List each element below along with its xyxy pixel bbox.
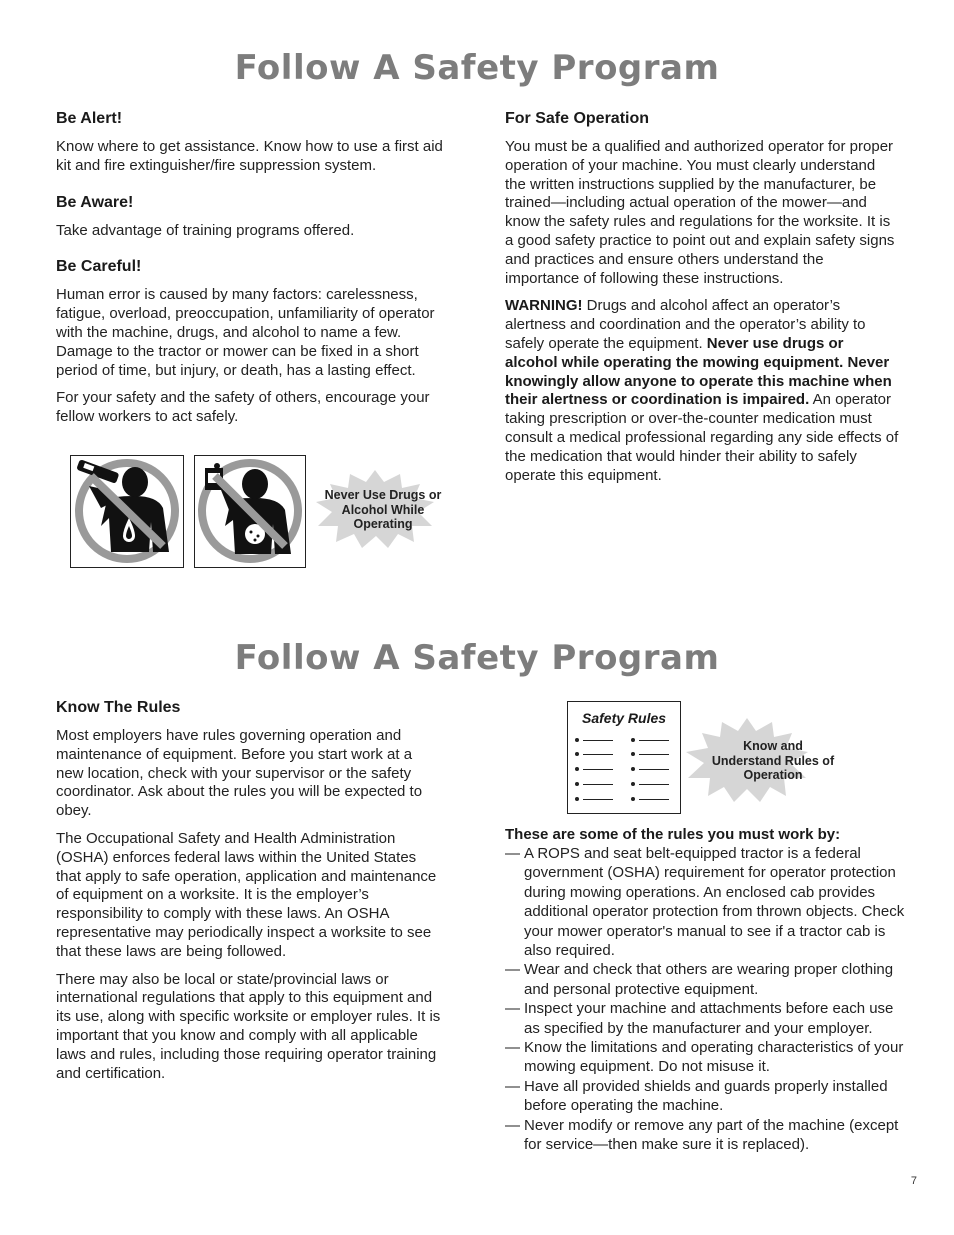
rule-line [583,799,613,800]
rule-line [639,799,669,800]
be-careful-text-1: Human error is caused by many factors: carelessness, fatigue, overload, preoccupation, unfamiliarity of operator with the machine, drugs, and alcohol to name a few. Damage to the tractor or mower can be fixed in a short period of time, but injury, or death, has a lasting effect. [56,286,435,379]
safety-rules-card [567,701,681,814]
be-careful-text-2: For your safety and the safety of others, encourage your fellow workers to act safely. [56,389,430,426]
rule-item: — Wear and check that others are wearing proper clothing and personal protective equipment. [505,960,905,999]
rule-item: — Inspect your machine and attachments before each use as specified by the manufacturer and your employer. [505,999,905,1038]
rule-bullet [631,738,635,742]
rule-bullet [631,767,635,771]
rule-bullet [631,752,635,756]
know-rules-burst [684,718,835,804]
warning-text-1: Drugs and alcohol affect an operator’s alertness and coordination and the operator’s ability to safely operate the equipment. [505,297,866,352]
rule-item: — Never modify or remove any part of the machine (except for service—then make sure it is replaced). [505,1116,905,1155]
rules-intro: These are some of the rules you must work by: [505,826,841,843]
no-alcohol-icon [70,455,184,568]
rule-bullet [575,797,579,801]
left-column-1 [56,110,456,427]
no-drugs-icon [194,455,306,568]
be-alert-heading: Be Alert! [56,110,123,127]
rule-item: — Know the limitations and operating characteristics of your mowing equipment. Do not misuse it. [505,1038,905,1077]
section1-title: Follow A Safety Program [234,48,720,88]
rule-line [639,769,669,770]
safe-operation-text: You must be a qualified and authorized operator for proper operation of your machine. You must clearly understand the written instructions supplied by the manufacturer, be trained—including actual operation of the mower—and know the safety rules and regulations for the worksite. It is a good safety practice to point out and explain safety signs and practices and ensure others understand the importance of following these instructions. [505,138,895,287]
be-aware-text: Take advantage of training programs offered. [56,221,355,239]
never-use-drugs-burst [314,470,442,550]
right-column-1 [505,110,900,485]
rule-item: — Have all provided shields and guards properly installed before operating the machine. [505,1077,905,1116]
rule-bullet [575,782,579,786]
rules-section [505,826,905,1155]
rule-line [583,784,613,785]
warning-paragraph [505,297,900,485]
left-column-2 [56,699,441,1083]
know-rules-p1: Most employers have rules governing operation and maintenance of equipment. Before you start work at a new location, check with your supervisor or the safety coordinator. Ask about the rules you will be expected to obey. [56,727,423,820]
know-rules-p3: There may also be local or state/provincial laws or international regulations that apply to this equipment and its use, along with specific worksite or employer rules. It is important that you know and comply with all applicable laws and rules, including those requiring operator training and certification. [56,970,441,1082]
warning-text-2: An operator taking prescription or over-the-counter medication must consult a medical professional regarding any side effects of the medication that would hinder their ability to safely operate this equipment. [505,391,899,484]
rule-line [639,740,669,741]
rule-bullet [631,782,635,786]
rule-bullet [575,767,579,771]
rule-bullet [575,738,579,742]
be-alert-text: Know where to get assistance. Know how to use a first aid kit and fire extinguisher/fire suppression system. [56,138,443,174]
be-aware-heading: Be Aware! [56,193,134,211]
safe-operation-heading: For Safe Operation [505,110,650,127]
rules-list [505,844,905,1155]
burst-label-1: Never Use Drugs or Alcohol While Operating [324,488,442,532]
be-careful-heading: Be Careful! [56,258,142,276]
warning-bold: Never use drugs or alcohol while operating the mowing equipment. Never knowingly allow anyone to operate this machine when their alertness or coordination is impaired. [505,334,892,409]
rule-line [583,740,613,741]
section2-title: Follow A Safety Program [234,638,720,678]
rule-bullet [575,752,579,756]
know-rules-heading: Know The Rules [56,699,181,716]
rule-bullet [631,797,635,801]
page-number: 7 [910,1175,917,1187]
rule-line [583,754,613,755]
rule-line [583,769,613,770]
warning-label: WARNING! [505,297,583,315]
rule-item: — A ROPS and seat belt-equipped tractor is a federal government (OSHA) requirement for operator protection during mowing operations. An enclosed cab provides additional operator protection from thrown objects. Check your mower operator's manual to see if a tractor cab is also required. [505,844,905,960]
rule-line [639,754,669,755]
burst-label-2: Know and Understand Rules of Operation [711,739,835,783]
know-rules-p2: The Occupational Safety and Health Administration (OSHA) enforces federal laws within the United States that apply to safe operation, application and maintenance of equipment on a worksite. It is the employer’s responsibility to comply with these laws. An OSHA representative may periodically inspect a worksite to see that these laws are being followed. [56,829,437,960]
rule-line [639,784,669,785]
safety-rules-card-title: Safety Rules [582,710,667,726]
